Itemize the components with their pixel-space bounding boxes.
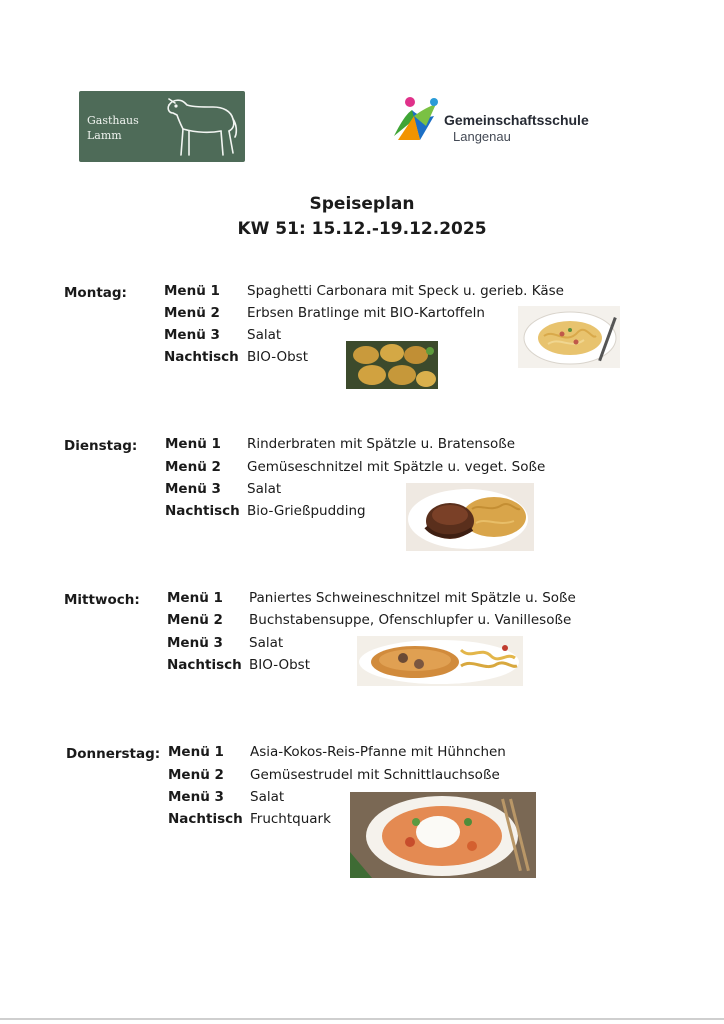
menu-text: Buchstabensuppe, Ofenschlupfer u. Vanillesoße (249, 612, 572, 628)
menu-label: Nachtisch (164, 349, 239, 365)
menu-label: Menü 3 (168, 789, 224, 805)
menu-text: Spaghetti Carbonara mit Speck u. gerieb. Käse (247, 283, 564, 299)
menu-text: Bio-Grießpudding (247, 503, 366, 519)
menu-text: Salat (247, 481, 282, 497)
menu-text: Salat (250, 789, 285, 805)
day-label: Donnerstag: (66, 746, 161, 762)
menu-label: Menü 2 (165, 459, 221, 475)
people-icon (390, 96, 442, 144)
menu-text: Gemüsestrudel mit Schnittlauchsoße (250, 767, 500, 783)
menu-label: Menü 2 (167, 612, 223, 628)
lamb-icon (163, 95, 241, 159)
menu-text: Erbsen Bratlinge mit BIO-Kartoffeln (247, 305, 485, 321)
menu-text: Salat (249, 635, 284, 651)
menu-label: Menü 1 (164, 283, 220, 299)
menu-text: Paniertes Schweineschnitzel mit Spätzle u. Soße (249, 590, 576, 606)
restaurant-name: Gasthaus Lamm (87, 114, 139, 142)
menu-text: Rinderbraten mit Spätzle u. Bratensoße (247, 436, 516, 452)
school-location: Langenau (453, 129, 511, 144)
menu-label: Nachtisch (165, 503, 240, 519)
day-label: Montag: (64, 285, 127, 301)
menu-label: Menü 2 (164, 305, 220, 321)
menu-text: Salat (247, 327, 282, 343)
menu-label: Menü 3 (165, 481, 221, 497)
menu-label: Menü 1 (165, 436, 221, 452)
day-label: Mittwoch: (64, 592, 140, 608)
schnitzel-image (357, 636, 523, 686)
week-subtitle: KW 51: 15.12.-19.12.2025 (237, 219, 487, 239)
menu-label: Nachtisch (168, 811, 243, 827)
menu-text: Asia-Kokos-Reis-Pfanne mit Hühnchen (250, 744, 506, 760)
patties-image (346, 341, 438, 389)
menu-text: BIO-Obst (249, 657, 311, 673)
menu-label: Menü 3 (167, 635, 223, 651)
page-title: Speiseplan (309, 194, 415, 214)
restaurant-logo (79, 91, 245, 162)
school-logo (390, 96, 620, 146)
menu-label: Nachtisch (167, 657, 242, 673)
pasta-image (518, 306, 620, 368)
roast-image (406, 483, 534, 551)
menu-text: Fruchtquark (250, 811, 331, 827)
menu-label: Menü 1 (167, 590, 223, 606)
menu-text: Gemüseschnitzel mit Spätzle u. veget. Soße (247, 459, 546, 475)
school-name: Gemeinschaftsschule (444, 112, 589, 128)
menu-label: Menü 2 (168, 767, 224, 783)
menu-label: Menü 1 (168, 744, 224, 760)
page-bottom-edge (0, 1018, 724, 1020)
menu-text: BIO-Obst (247, 349, 309, 365)
day-label: Dienstag: (64, 438, 138, 454)
rice-bowl-image (350, 792, 536, 878)
menu-label: Menü 3 (164, 327, 220, 343)
